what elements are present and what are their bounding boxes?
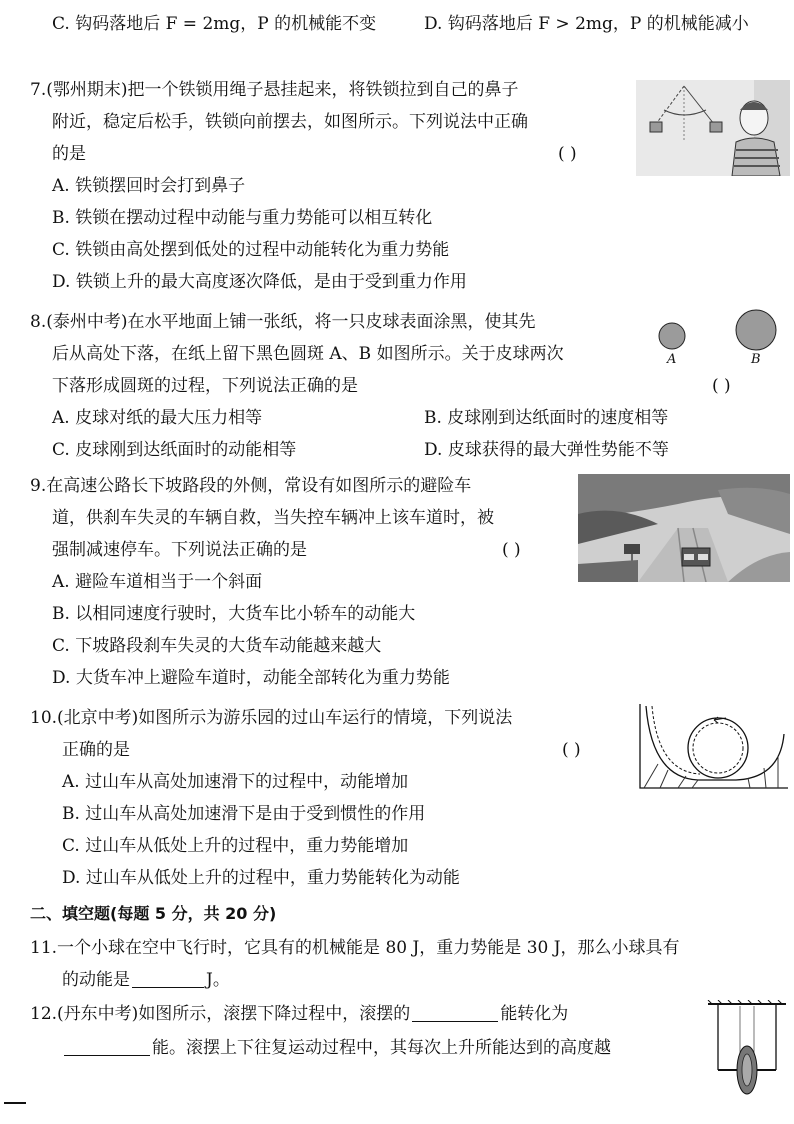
q7-option-d: D. 铁锁上升的最大高度逐次降低，是由于受到重力作用 [52, 272, 467, 292]
q8-option-c: C. 皮球刚到达纸面时的动能相等 [52, 440, 297, 460]
q8-spot-a-label: A [667, 352, 677, 367]
q9-option-d: D. 大货车冲上避险车道时，动能全部转化为重力势能 [52, 668, 450, 688]
q12-blank-2[interactable] [64, 1037, 150, 1056]
q10-stem-line1 [30, 706, 512, 730]
q10-text1: 如图所示为游乐园的过山车运行的情境，下列说法 [138, 708, 513, 728]
q8-source: (泰州中考) [46, 312, 128, 332]
q7-source: (鄂州期末) [46, 80, 128, 100]
q11-number: 11. [30, 938, 58, 958]
q12-stem-line2 [62, 1036, 611, 1060]
q8-stem-line3: 下落形成圆斑的过程，下列说法正确的是 [52, 376, 358, 396]
q10-option-d: D. 过山车从低处上升的过程中，重力势能转化为动能 [62, 868, 460, 888]
q9-text1: 在高速公路长下坡路段的外侧，常设有如图所示的避险车 [46, 476, 472, 496]
q10-option-c: C. 过山车从低处上升的过程中，重力势能增加 [62, 836, 409, 856]
q10-source: (北京中考) [57, 708, 139, 728]
q7-figure-lock-pendulum [636, 80, 790, 176]
q11-stem-line1 [30, 936, 680, 960]
q12-blank-1[interactable] [412, 1003, 498, 1022]
q10-stem-line2: 正确的是 [62, 740, 130, 760]
q11-text2a: 的动能是 [62, 970, 130, 990]
q7-stem-line1 [30, 78, 519, 102]
q8-answer-paren: ( ) [712, 376, 731, 396]
q12-number: 12. [30, 1004, 58, 1024]
q8-spot-b-label: B [751, 352, 761, 367]
q8-option-d: D. 皮球获得的最大弹性势能不等 [424, 440, 669, 460]
q7-text1: 把一个铁锁用绳子悬挂起来，将铁锁拉到自己的鼻子 [127, 80, 519, 100]
q6-option-c: C. 钩码落地后 F = 2mg，P 的机械能不变 [52, 14, 377, 34]
q12-text1b: 能转化为 [500, 1004, 569, 1024]
q9-answer-paren: ( ) [502, 540, 521, 560]
q7-option-a: A. 铁锁摆回时会打到鼻子 [52, 176, 246, 196]
q10-option-b: B. 过山车从高处加速滑下是由于受到惯性的作用 [62, 804, 426, 824]
q9-stem-line3: 强制减速停车。下列说法正确的是 [52, 540, 307, 560]
q7-answer-paren: ( ) [558, 144, 577, 164]
q9-stem-line2: 道，供刹车失灵的车辆自救，当失控车辆冲上该车道时，被 [52, 508, 494, 528]
q10-number: 10. [30, 708, 58, 728]
q10-option-a: A. 过山车从高处加速滑下的过程中，动能增加 [62, 772, 409, 792]
q10-answer-paren: ( ) [562, 740, 581, 760]
q11-text1: 一个小球在空中飞行时，它具有的机械能是 80 J，重力势能是 30 J，那么小球具有 [57, 938, 680, 958]
q10-figure-roller-coaster [638, 704, 790, 790]
q9-option-a: A. 避险车道相当于一个斜面 [52, 572, 263, 592]
q11-blank[interactable] [132, 969, 204, 988]
q9-option-b: B. 以相同速度行驶时，大货车比小轿车的动能大 [52, 604, 416, 624]
q8-stem-line1 [30, 310, 536, 334]
q12-stem-line1 [30, 1002, 568, 1026]
q11-text2b: J。 [206, 970, 230, 990]
section2-title: 二、填空题(每题 5 分，共 20 分) [30, 904, 277, 923]
q9-option-c: C. 下坡路段刹车失灵的大货车动能越来越大 [52, 636, 382, 656]
q8-option-b: B. 皮球刚到达纸面时的速度相等 [424, 408, 669, 428]
q7-stem-line3: 的是 [52, 144, 86, 164]
q7-number: 7. [30, 80, 47, 100]
q11-stem-line2 [62, 968, 230, 992]
q9-figure-emergency-lane-photo [578, 474, 790, 582]
q7-option-c: C. 铁锁由高处摆到低处的过程中动能转化为重力势能 [52, 240, 450, 260]
q7-option-b: B. 铁锁在摆动过程中动能与重力势能可以相互转化 [52, 208, 433, 228]
q12-text2a: 能。滚摆上下往复运动过程中，其每次上升所能达到的高度越 [152, 1038, 611, 1058]
footer-rule [4, 1102, 26, 1104]
q9-stem-line1 [30, 474, 471, 498]
q12-source: (丹东中考) [57, 1004, 139, 1024]
q8-text1: 在水平地面上铺一张纸，将一只皮球表面涂黑，使其先 [127, 312, 536, 332]
q12-text1a: 如图所示，滚摆下降过程中，滚摆的 [138, 1004, 411, 1024]
q12-figure-maxwell-wheel [706, 1000, 788, 1104]
q7-stem-line2: 附近，稳定后松手，铁锁向前摆去，如图所示。下列说法中正确 [52, 112, 528, 132]
q8-number: 8. [30, 312, 47, 332]
q9-number: 9. [30, 476, 47, 496]
q8-stem-line2: 后从高处下落，在纸上留下黑色圆斑 A、B 如图所示。关于皮球两次 [52, 344, 564, 364]
q8-option-a: A. 皮球对纸的最大压力相等 [52, 408, 263, 428]
q6-option-d: D. 钩码落地后 F > 2mg，P 的机械能减小 [424, 14, 749, 34]
